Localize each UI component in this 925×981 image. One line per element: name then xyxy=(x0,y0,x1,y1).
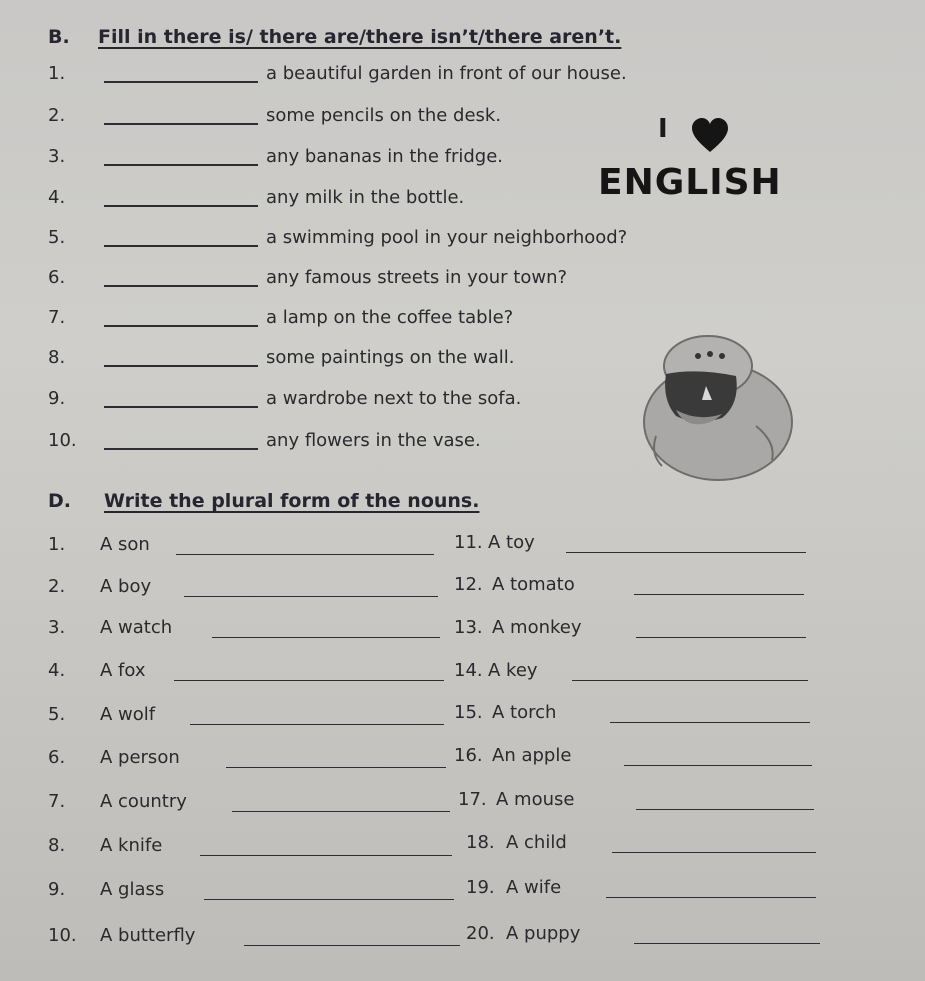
answer-blank[interactable] xyxy=(566,552,806,553)
plural-item-number: 14. xyxy=(454,660,483,681)
answer-blank[interactable] xyxy=(212,637,440,638)
plural-item-noun: A fox xyxy=(100,660,146,681)
plural-item-number: 10. xyxy=(48,925,77,946)
plural-item-number: 2. xyxy=(48,576,66,597)
answer-blank[interactable] xyxy=(636,637,806,638)
answer-blank[interactable] xyxy=(200,855,452,856)
plural-item-number: 8. xyxy=(48,835,66,856)
answer-blank[interactable] xyxy=(104,164,258,166)
plural-item-noun: A toy xyxy=(488,532,535,553)
plural-item-noun: A watch xyxy=(100,617,173,638)
fill-item-number: 7. xyxy=(48,307,66,328)
fill-item-number: 5. xyxy=(48,227,66,248)
plural-item-number: 16. xyxy=(454,745,483,766)
plural-item-noun: A person xyxy=(100,747,180,768)
plural-item-number: 9. xyxy=(48,879,66,900)
fill-item-number: 6. xyxy=(48,267,66,288)
answer-blank[interactable] xyxy=(104,285,258,287)
section-d-title: Write the plural form of the nouns. xyxy=(104,490,480,512)
plural-item-noun: A torch xyxy=(492,702,557,723)
monster-illustration xyxy=(636,326,796,486)
answer-blank[interactable] xyxy=(104,123,258,125)
answer-blank[interactable] xyxy=(104,205,258,207)
answer-blank[interactable] xyxy=(572,680,808,681)
answer-blank[interactable] xyxy=(232,811,450,812)
plural-item-number: 6. xyxy=(48,747,66,768)
plural-item-noun: A tomato xyxy=(492,574,575,595)
plural-item-number: 19. xyxy=(466,877,495,898)
plural-item-number: 3. xyxy=(48,617,66,638)
section-d-label: D. xyxy=(48,490,71,512)
fill-item-row xyxy=(0,63,925,93)
plural-item-noun: A knife xyxy=(100,835,163,856)
plural-item-noun: An apple xyxy=(492,745,572,766)
answer-blank[interactable] xyxy=(610,722,810,723)
answer-blank[interactable] xyxy=(104,81,258,83)
fill-item-row xyxy=(0,227,925,257)
plural-item-noun: A monkey xyxy=(492,617,582,638)
fill-item-row xyxy=(0,267,925,297)
section-b-heading xyxy=(48,26,621,48)
plural-item-noun: A puppy xyxy=(506,923,581,944)
plural-item-number: 1. xyxy=(48,534,66,555)
answer-blank[interactable] xyxy=(104,245,258,247)
section-d-heading xyxy=(48,490,479,512)
answer-blank[interactable] xyxy=(226,767,446,768)
fill-item-text: any bananas in the fridge. xyxy=(266,146,504,167)
answer-blank[interactable] xyxy=(104,448,258,450)
fill-item-text: a wardrobe next to the sofa. xyxy=(266,388,522,409)
answer-blank[interactable] xyxy=(104,406,258,408)
plural-item-noun: A glass xyxy=(100,879,165,900)
plural-item-number: 12. xyxy=(454,574,483,595)
answer-blank[interactable] xyxy=(176,554,434,555)
plural-item-number: 4. xyxy=(48,660,66,681)
fill-item-number: 9. xyxy=(48,388,66,409)
fill-item-text: any flowers in the vase. xyxy=(266,430,481,451)
fill-item-number: 10. xyxy=(48,430,77,451)
i-love-english-logo xyxy=(594,110,814,210)
plural-item-number: 18. xyxy=(466,832,495,853)
answer-blank[interactable] xyxy=(606,897,816,898)
plural-item-number: 5. xyxy=(48,704,66,725)
fill-item-text: any famous streets in your town? xyxy=(266,267,568,288)
answer-blank[interactable] xyxy=(624,765,812,766)
answer-blank[interactable] xyxy=(204,899,454,900)
answer-blank[interactable] xyxy=(244,945,460,946)
plural-item-number: 17. xyxy=(458,789,487,810)
logo-i-letter: I xyxy=(658,114,668,144)
plural-item-noun: A wife xyxy=(506,877,562,898)
fill-item-text: a lamp on the coffee table? xyxy=(266,307,514,328)
fill-item-text: any milk in the bottle. xyxy=(266,187,465,208)
plural-item-noun: A wolf xyxy=(100,704,156,725)
fill-item-text: a swimming pool in your neighborhood? xyxy=(266,227,628,248)
answer-blank[interactable] xyxy=(104,325,258,327)
answer-blank[interactable] xyxy=(612,852,816,853)
answer-blank[interactable] xyxy=(184,596,438,597)
plural-item-noun: A butterfly xyxy=(100,925,196,946)
plural-item-noun: A key xyxy=(488,660,538,681)
plural-item-noun: A child xyxy=(506,832,567,853)
answer-blank[interactable] xyxy=(636,809,814,810)
fill-item-number: 1. xyxy=(48,63,66,84)
plural-item-noun: A mouse xyxy=(496,789,575,810)
plural-item-noun: A son xyxy=(100,534,150,555)
plural-item-number: 7. xyxy=(48,791,66,812)
section-b-label: B. xyxy=(48,26,70,48)
answer-blank[interactable] xyxy=(190,724,444,725)
answer-blank[interactable] xyxy=(634,943,820,944)
fill-item-number: 2. xyxy=(48,105,66,126)
fill-item-text: a beautiful garden in front of our house. xyxy=(266,63,627,84)
heart-icon xyxy=(690,116,730,156)
plural-item-number: 20. xyxy=(466,923,495,944)
plural-item-noun: A country xyxy=(100,791,187,812)
answer-blank[interactable] xyxy=(634,594,804,595)
fill-item-text: some paintings on the wall. xyxy=(266,347,515,368)
answer-blank[interactable] xyxy=(104,365,258,367)
plural-item-noun: A boy xyxy=(100,576,152,597)
fill-item-number: 3. xyxy=(48,146,66,167)
logo-english-word: ENGLISH xyxy=(598,162,782,203)
answer-blank[interactable] xyxy=(174,680,444,681)
plural-item-number: 15. xyxy=(454,702,483,723)
fill-item-number: 4. xyxy=(48,187,66,208)
plural-item-number: 11. xyxy=(454,532,483,553)
plural-item-number: 13. xyxy=(454,617,483,638)
fill-item-number: 8. xyxy=(48,347,66,368)
fill-item-text: some pencils on the desk. xyxy=(266,105,502,126)
section-b-title: Fill in there is/ there are/there isn’t/there aren’t. xyxy=(98,26,622,48)
